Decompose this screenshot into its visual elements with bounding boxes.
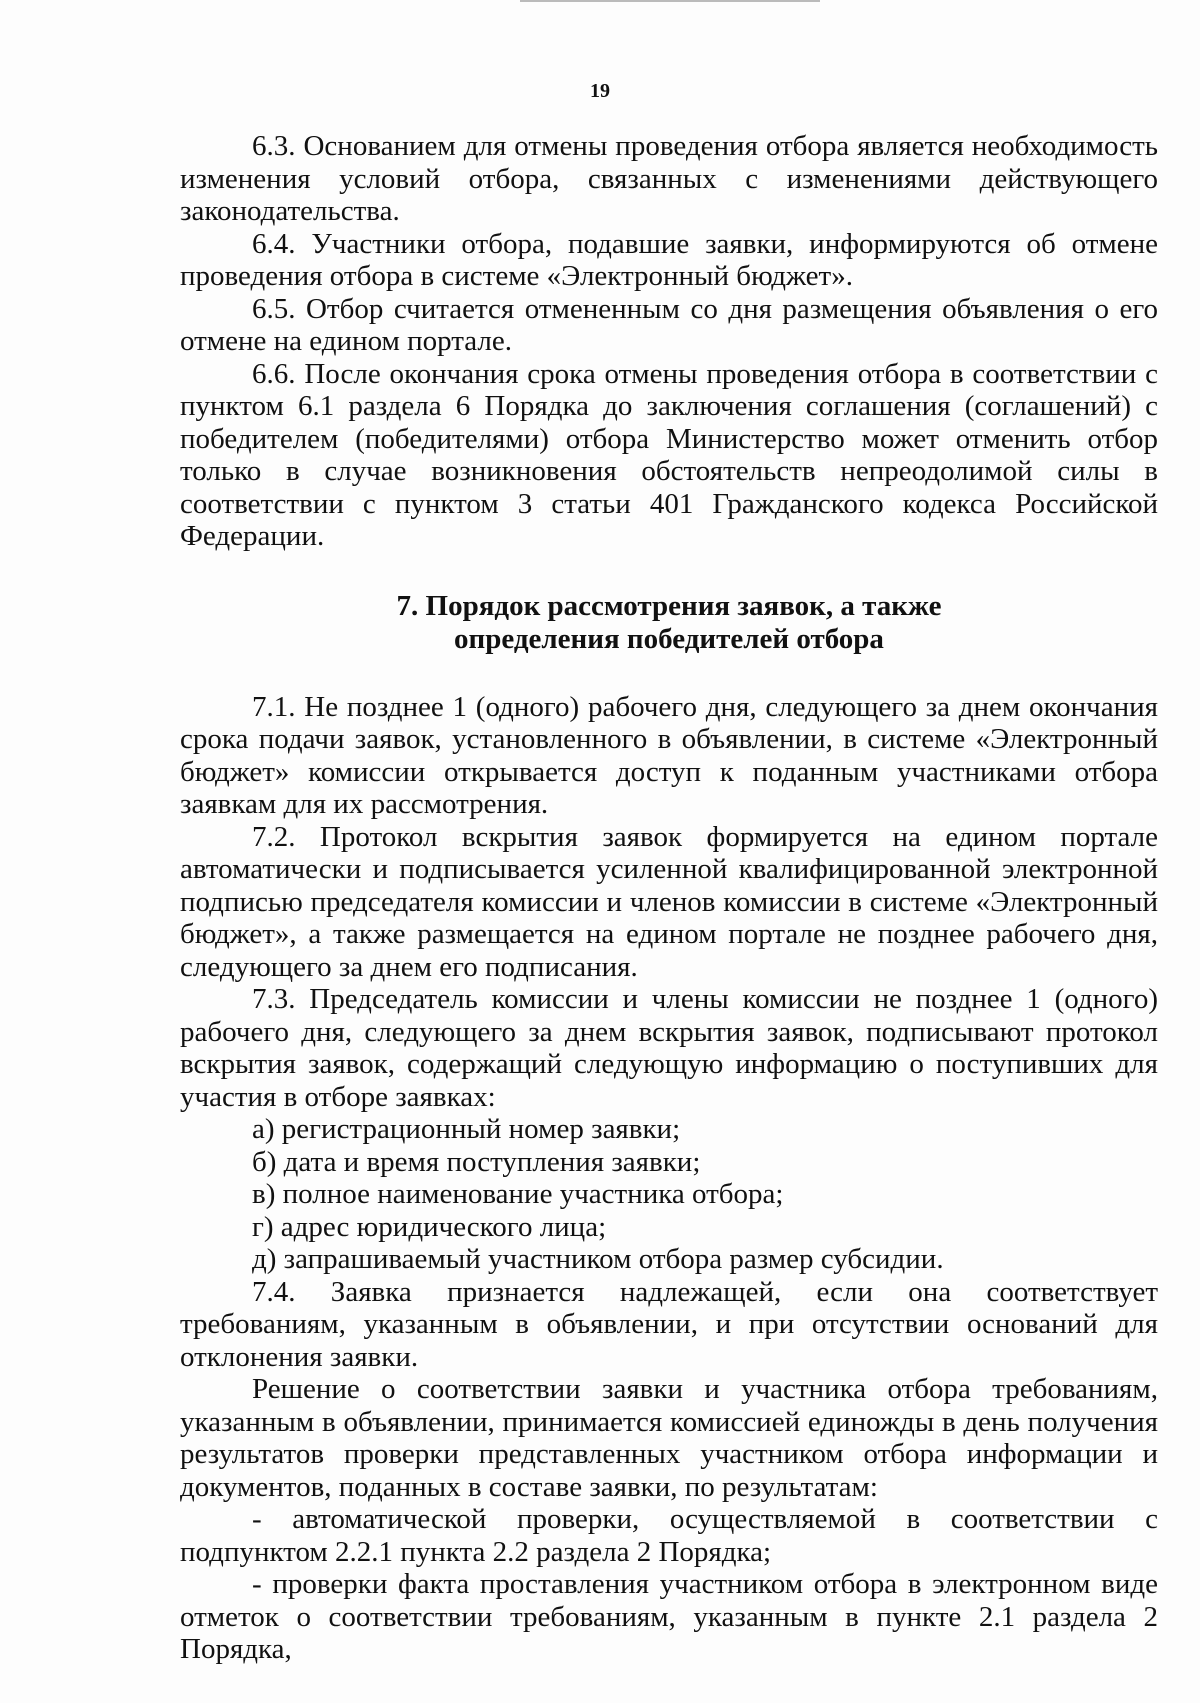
- list-item-a: а) регистрационный номер заявки;: [252, 1113, 681, 1145]
- paragraph-7-1: 7.1. Не позднее 1 (одного) рабочего дня, следующего за днем окончания срока подачи заявок, установленного в объявлении, в системе «Электронный бюджет» комиссии открывается доступ к поданным участниками отбора заявкам для их рассмотрения.: [180, 690, 1158, 820]
- list-item-g: г) адрес юридического лица;: [252, 1210, 607, 1243]
- section-7-heading: [180, 590, 1158, 656]
- scan-artifact-line: [520, 0, 820, 2]
- list-item-v: в) полное наименование участника отбора;: [252, 1178, 784, 1210]
- paragraph-7-3: 7.3. Председатель комиссии и члены комиссии не позднее 1 (одного) рабочего дня, следующего за днем вскрытия заявок, подписывают протокол вскрытия заявок, содержащий следующую информацию о поступивших для участия в отборе заявках:: [180, 983, 1158, 1113]
- paragraph-6-5: 6.5. Отбор считается отмененным со дня размещения объявления о его отмене на едином портале.: [180, 292, 1158, 357]
- section-7-heading-line-2: определения победителей отбора: [454, 622, 884, 655]
- paragraph-decision: Решение о соответствии заявки и участника отбора требованиям, указанным в объявлении, принимается комиссией единожды в день получения результатов проверки представленных участником отбора информации и документов, поданных в составе заявки, по результатам:: [180, 1373, 1158, 1503]
- paragraph-7-2: 7.2. Протокол вскрытия заявок формируется на едином портале автоматически и подписывается усиленной квалифицированной электронной подписью председателя комиссии и членов комиссии в системе «Электронный бюджет», а также размещается на едином портале не позднее рабочего дня, следующего за днем его подписания.: [180, 820, 1158, 983]
- paragraph-6-4: 6.4. Участники отбора, подавшие заявки, информируются об отмене проведения отбора в системе «Электронный бюджет».: [180, 227, 1158, 292]
- paragraph-6-3: 6.3. Основанием для отмены проведения отбора является необходимость изменения условий отбора, связанных с изменениями действующего законодательства.: [180, 130, 1158, 227]
- document-body: [180, 130, 1158, 1666]
- paragraph-6-6: 6.6. После окончания срока отмены проведения отбора в соответствии с пунктом 6.1 раздела 6 Порядка до заключения соглашения (соглашений) с победителем (победителями) отбора Министерство может отменить отбор только в случае возникновения обстоятельств непреодолимой силы в соответствии с пунктом 3 статьи 401 Гражданского кодекса Российской Федерации.: [180, 357, 1158, 552]
- section-7-heading-line-1: 7. Порядок рассмотрения заявок, а также: [396, 589, 942, 622]
- list-item-b: б) дата и время поступления заявки;: [252, 1145, 701, 1178]
- paragraph-auto-check: - автоматической проверки, осуществляемой в соответствии с подпунктом 2.2.1 пункта 2.2 раздела 2 Порядка;: [180, 1503, 1158, 1568]
- page-number: 19: [590, 80, 610, 102]
- paragraph-7-4: 7.4. Заявка признается надлежащей, если она соответствует требованиям, указанным в объявлении, и при отсутствии оснований для отклонения заявки.: [180, 1275, 1158, 1373]
- paragraph-marks-check: - проверки факта проставления участником отбора в электронном виде отметок о соответствии требованиям, указанным в пункте 2.1 раздела 2 Порядка,: [180, 1568, 1158, 1665]
- list-item-d: д) запрашиваемый участником отбора размер субсидии.: [252, 1243, 944, 1275]
